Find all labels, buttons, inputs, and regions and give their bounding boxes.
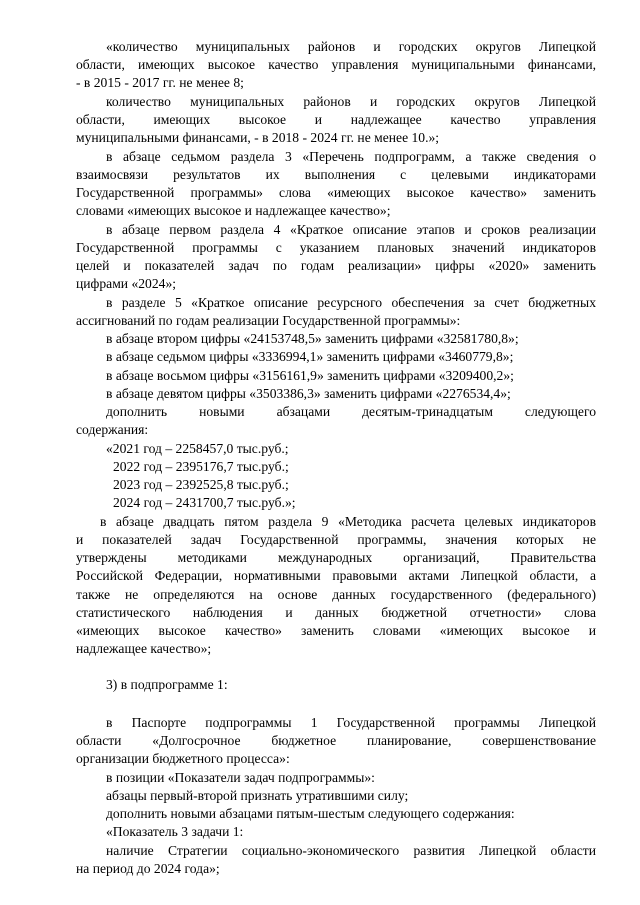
text-line: в Паспорте подпрограммы 1 Государственной программы Липецкой (106, 715, 596, 730)
text-line: взаимосвязи результатов их выполнения с целевыми индикаторами (76, 167, 596, 182)
text-line: и показателей задач Государственной программы, значения которых не (76, 532, 596, 547)
text-line: - в 2015 - 2017 гг. не менее 8; (76, 75, 244, 90)
text-line: в абзаце втором цифры «24153748,5» заменить цифрами «32581780,8»; (106, 331, 519, 346)
text-line: в абзаце первом раздела 4 «Краткое описание этапов и сроков реализации (106, 222, 596, 237)
text-line: словами «имеющих высокое и надлежащее качество»; (76, 203, 391, 218)
text-line: Российской Федерации, нормативными правовыми актами Липецкой области, а (76, 568, 596, 583)
text-line: организации бюджетного процесса»: (76, 751, 290, 766)
text-line: области «Долгосрочное бюджетное планирование, совершенствование (76, 733, 596, 748)
text-line: ассигнований по годам реализации Государственной программы»: (76, 313, 461, 328)
text-line: 3) в подпрограмме 1: (106, 677, 228, 692)
text-line: в абзаце седьмом цифры «3336994,1» заменить цифрами «3460779,8»; (106, 349, 514, 364)
text-line: в абзаце восьмом цифры «3156161,9» заменить цифрами «3209400,2»; (106, 368, 514, 383)
text-line: целей и показателей задач по годам реализации» цифры «2020» заменить (76, 258, 596, 273)
text-line: области, имеющих высокое и надлежащее качество управления (76, 112, 596, 127)
text-line: Государственной программы с указанием плановых значений индикаторов (76, 240, 596, 255)
text-line: «количество муниципальных районов и городских округов Липецкой (106, 39, 596, 54)
text-line: утверждены методиками международных организаций, Правительства (76, 550, 596, 565)
text-line: содержания: (76, 422, 149, 437)
text-line: «имеющих высокое качество» заменить словами «имеющих высокое и (76, 623, 596, 638)
text-line: также не определяются на основе данных государственного (федерального) (76, 587, 596, 602)
text-line: в разделе 5 «Краткое описание ресурсного обеспечения за счет бюджетных (106, 295, 596, 310)
text-line: статистического наблюдения и данных бюджетной отчетности» слова (76, 605, 596, 620)
text-line: дополнить новыми абзацами пятым-шестым следующего содержания: (106, 806, 515, 821)
text-line: 2022 год – 2395176,7 тыс.руб.; (113, 459, 289, 474)
text-line: Государственной программы» слова «имеющих высокое качество» заменить (76, 185, 596, 200)
text-line: муниципальными финансами, - в 2018 - 2024 гг. не менее 10.»; (76, 130, 440, 145)
text-line: на период до 2024 года»; (76, 861, 220, 876)
text-line: 2024 год – 2431700,7 тыс.руб.»; (113, 495, 296, 510)
text-line: наличие Стратегии социально-экономического развития Липецкой области (106, 843, 596, 858)
text-line: абзацы первый-второй признать утратившими силу; (106, 788, 409, 803)
text-line: области, имеющих высокое качество управления муниципальными финансами, (76, 57, 596, 72)
text-line: надлежащее качество»; (76, 641, 212, 656)
text-line: количество муниципальных районов и городских округов Липецкой (106, 94, 596, 109)
text-line: цифрами «2024»; (76, 276, 177, 291)
text-line: в абзаце девятом цифры «3503386,3» заменить цифрами «2276534,4»; (106, 386, 511, 401)
text-line: в позиции «Показатели задач подпрограммы»: (106, 770, 375, 785)
text-line: в абзаце седьмом раздела 3 «Перечень подпрограмм, а также сведения о (106, 149, 596, 164)
text-line: в абзаце двадцать пятом раздела 9 «Методика расчета целевых индикаторов (100, 514, 596, 529)
text-line: 2023 год – 2392525,8 тыс.руб.; (113, 477, 289, 492)
text-line: дополнить новыми абзацами десятым-тринадцатым следующего (106, 404, 596, 419)
text-line: «2021 год – 2258457,0 тыс.руб.; (106, 441, 289, 456)
text-line: «Показатель 3 задачи 1: (106, 824, 244, 839)
